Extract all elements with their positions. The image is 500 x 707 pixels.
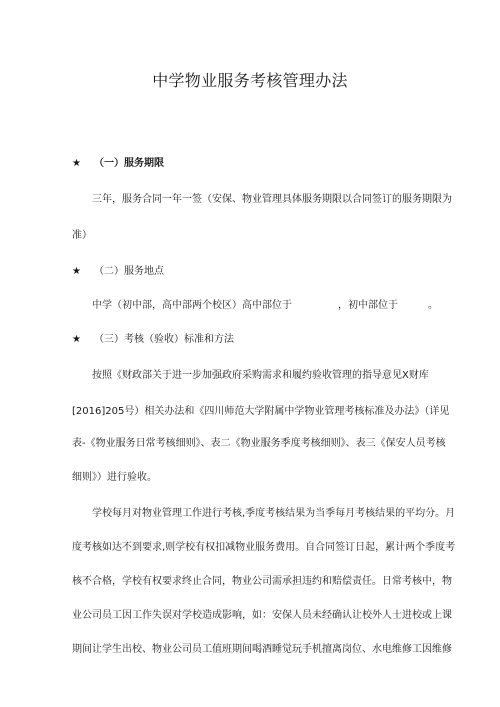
paragraph-line: 表-《物业服务日常考核细则》、表二《物业服务季度考核细则》、表三《保安人员考核 — [72, 438, 446, 449]
paragraph-line: 度考核如达不到要求,则学校有权扣减物业服务费用。自合同签订日起，累计两个季度考 — [72, 542, 456, 553]
section-heading-service-location — [72, 262, 164, 277]
section-heading-assessment — [72, 330, 234, 345]
location-middle: ，初中部位于 — [338, 300, 398, 311]
location-prefix: 中学（初中部，高中部两个校区）高中部位于 — [92, 300, 292, 311]
paragraph-line: 三年，服务合同一年一签（安保、物业管理具体服务期限以合同签订的服务期限为 — [92, 194, 452, 205]
paragraph-line: 核不合格，学校有权要求终止合同，物业公司需承担违约和赔偿责任。日常考核中，物 — [72, 576, 452, 587]
location-suffix: 。 — [428, 300, 438, 311]
paragraph-line: 准） — [72, 230, 92, 241]
paragraph-line: [2016]205号）相关办法和《四川师范大学附属中学物业管理考核标准及办法》（详见 — [72, 406, 450, 417]
star-icon: ★ — [72, 334, 81, 345]
paragraph-line: 学校每月对物业管理工作进行考核,季度考核结果为当季每月考核结果的平均分。月 — [92, 508, 456, 519]
paragraph-line: 按照《财政部关于进一步加强政府采购需求和履约验收管理的指导意见X财库 — [92, 370, 429, 381]
location-line — [92, 296, 438, 311]
star-icon: ★ — [72, 266, 81, 277]
paragraph-line: 业公司员工因工作失误对学校造成影响，如：安保人员未经确认让校外人士进校或上课 — [72, 610, 452, 621]
paragraph-line: 细则》）进行验收。 — [72, 472, 157, 483]
section-heading-text: （二）服务地点 — [94, 266, 164, 277]
section-heading-text: （一）服务期限 — [94, 158, 164, 169]
paragraph-line: 期间让学生出校、物业公司员工值班期间喝酒睡觉玩手机擅离岗位、水电维修工因维修 — [72, 644, 452, 655]
document-title: 中学物业服务考核管理办法 — [152, 71, 348, 90]
star-icon: ★ — [72, 158, 81, 169]
section-heading-text: （三）考核（验收）标准和方法 — [94, 334, 234, 345]
section-heading-service-period — [72, 154, 164, 169]
